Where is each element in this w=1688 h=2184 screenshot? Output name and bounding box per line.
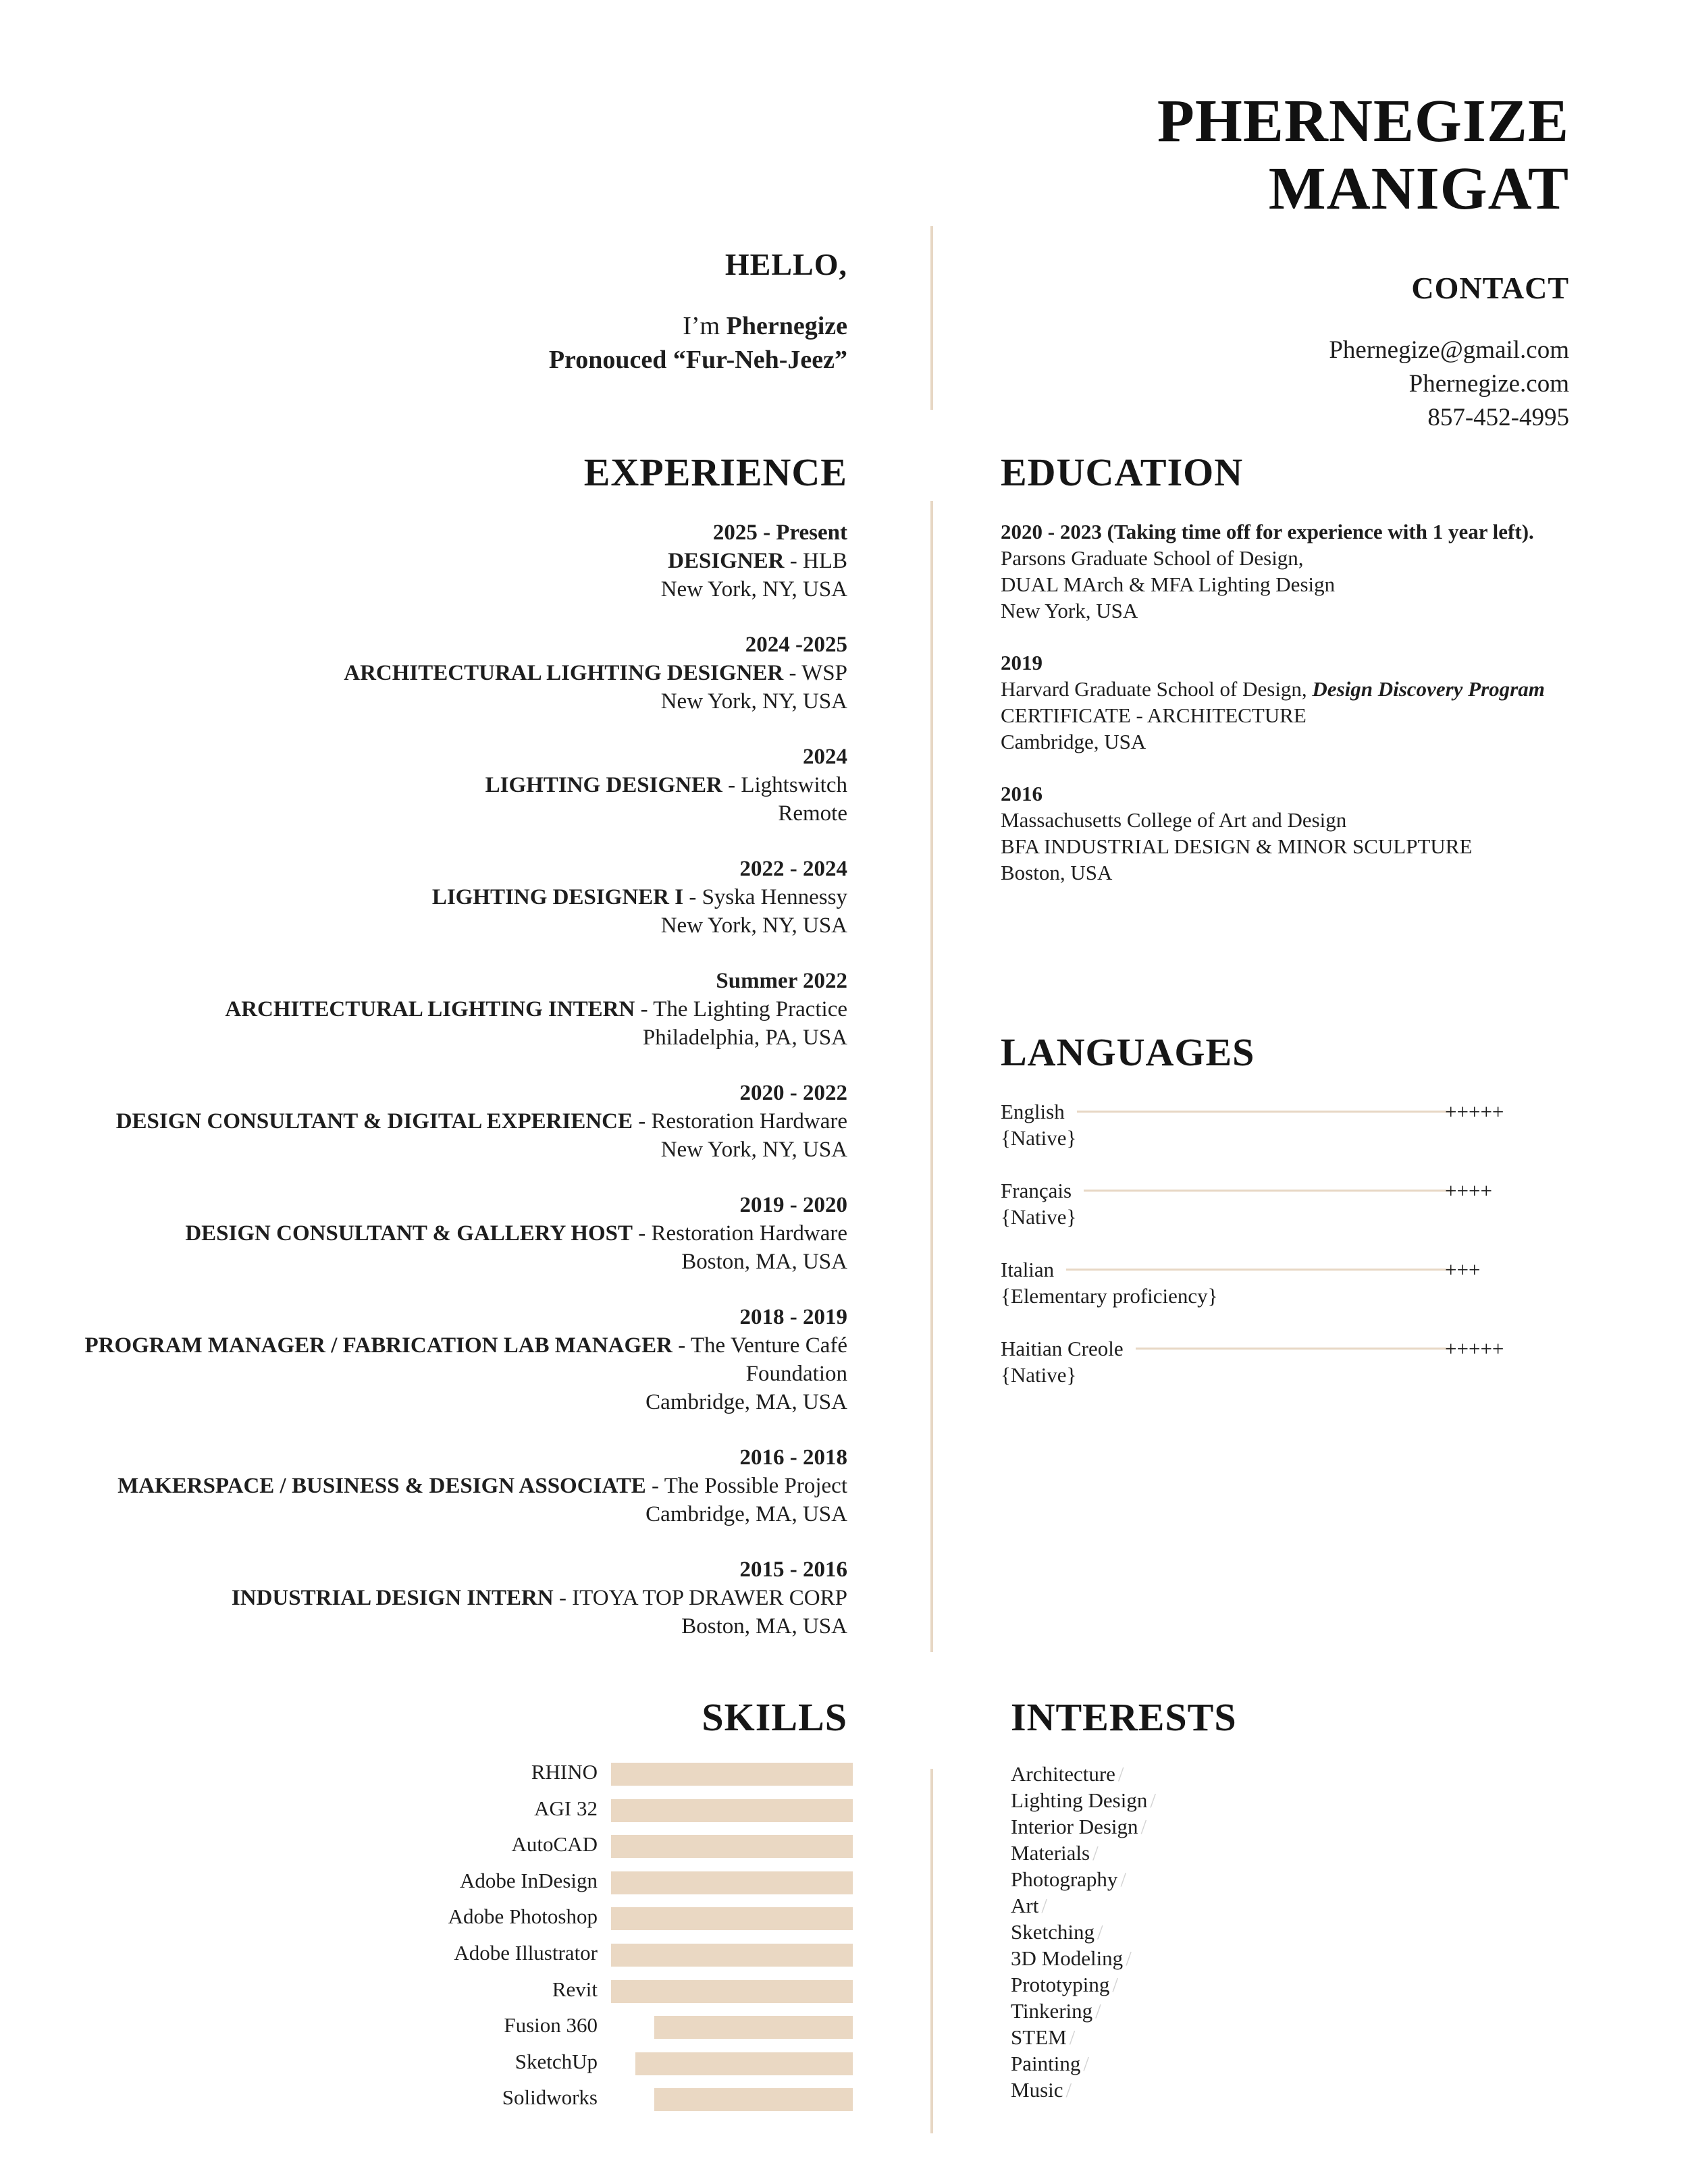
- experience-period: 2019 - 2020: [739, 1193, 847, 1217]
- skill-track: [611, 1763, 853, 1786]
- experience-item: [37, 631, 847, 716]
- interest-item: [1011, 1761, 1416, 1787]
- experience-location: Philadelphia, PA, USA: [642, 1026, 847, 1050]
- contact-email[interactable]: Phernegize@gmail.com: [1329, 336, 1569, 364]
- interest-label: Interior Design: [1011, 1815, 1138, 1838]
- interest-label: Art: [1011, 1894, 1039, 1917]
- education-program: Design Discovery Program: [1312, 677, 1545, 701]
- skill-label: Fusion 360: [504, 2013, 598, 2037]
- interest-separator: /: [1095, 1999, 1101, 2023]
- interest-separator: /: [1083, 2052, 1089, 2075]
- experience-title-line: [37, 1584, 847, 1612]
- language-row: [1001, 1098, 1554, 1125]
- education-degree: DUAL MArch & MFA Lighting Design: [1001, 572, 1336, 596]
- education-school-line: [1001, 545, 1649, 571]
- skill-label: AGI 32: [534, 1796, 598, 1820]
- interest-separator: /: [1065, 2078, 1072, 2102]
- skill-row: [338, 1976, 854, 2003]
- language-row: [1001, 1335, 1554, 1362]
- education-period: 2020 - 2023 (Taking time off for experience with 1 year left).: [1001, 520, 1534, 543]
- skill-label: SketchUp: [515, 2050, 598, 2073]
- divider-hello: [930, 226, 933, 410]
- language-name: Italian: [1001, 1256, 1066, 1283]
- experience-location: New York, NY, USA: [660, 689, 847, 714]
- interest-label: Sketching: [1011, 1920, 1094, 1944]
- language-note: {Native}: [1001, 1363, 1077, 1387]
- experience-title: EXPERIENCE: [583, 450, 847, 494]
- interest-item: [1011, 1998, 1416, 2024]
- interest-label: Tinkering: [1011, 1999, 1093, 2023]
- experience-org-cont: Foundation: [745, 1362, 847, 1386]
- skill-bar: [611, 1980, 853, 2003]
- language-rule: [1001, 1269, 1453, 1271]
- skill-label: AutoCAD: [511, 1832, 598, 1856]
- education-school-line: [1001, 807, 1649, 833]
- skill-track: [611, 1799, 853, 1822]
- education-item: [1001, 518, 1649, 624]
- skill-row: [338, 2084, 854, 2111]
- language-note: {Native}: [1001, 1126, 1077, 1150]
- skill-bar: [654, 2016, 853, 2039]
- skill-bar: [611, 1907, 853, 1930]
- experience-title-line: [37, 1331, 847, 1360]
- experience-item: [37, 1191, 847, 1276]
- experience-period: 2016 - 2018: [739, 1445, 847, 1470]
- experience-org: - The Possible Project: [645, 1474, 847, 1498]
- language-level: +++++: [1445, 1337, 1504, 1360]
- interest-label: Architecture: [1011, 1762, 1115, 1786]
- language-item: [1001, 1177, 1554, 1256]
- experience-org: - The Lighting Practice: [635, 997, 847, 1021]
- intro-prefix: I’m: [683, 312, 727, 340]
- contact-phone[interactable]: 857-452-4995: [1427, 404, 1569, 431]
- language-name: Français: [1001, 1177, 1084, 1204]
- interest-separator: /: [1112, 1973, 1119, 1996]
- interest-item: [1011, 1945, 1416, 1971]
- experience-period: 2022 - 2024: [739, 857, 847, 881]
- experience-org: - Restoration Hardware: [638, 1109, 847, 1134]
- experience-role: DESIGN CONSULTANT & GALLERY HOST: [185, 1221, 633, 1246]
- experience-location: Cambridge, MA, USA: [645, 1390, 847, 1414]
- language-name: Haitian Creole: [1001, 1335, 1136, 1362]
- skill-row: [338, 1831, 854, 1858]
- resume-name: [894, 88, 1569, 223]
- skill-bar: [611, 1799, 853, 1822]
- experience-org: - Lightswitch: [722, 773, 847, 797]
- experience-role: DESIGNER: [668, 549, 785, 573]
- experience-org: - The Venture Café: [672, 1333, 847, 1358]
- skill-label: Adobe Photoshop: [448, 1905, 598, 1928]
- experience-period: 2024 -2025: [745, 633, 847, 657]
- interest-separator: /: [1092, 1841, 1099, 1865]
- skill-row: [338, 2048, 854, 2075]
- experience-org: - Restoration Hardware: [633, 1221, 847, 1246]
- contact-website[interactable]: Phernegize.com: [1408, 370, 1569, 398]
- skill-bar: [635, 2052, 853, 2075]
- skill-label: Adobe InDesign: [459, 1869, 598, 1892]
- skill-track: [611, 1980, 853, 2003]
- first-name: PHERNEGIZE: [1157, 88, 1569, 155]
- skill-row: [338, 1940, 854, 1967]
- language-item: [1001, 1098, 1554, 1177]
- interests-title: INTERESTS: [1011, 1695, 1237, 1739]
- experience-period: Summer 2022: [716, 969, 847, 993]
- skill-track: [611, 1944, 853, 1967]
- skill-track: [611, 1907, 853, 1930]
- divider-experience: [930, 501, 933, 1652]
- skill-bar: [611, 1835, 853, 1858]
- experience-title-line: [37, 1219, 847, 1248]
- language-note: {Native}: [1001, 1205, 1077, 1229]
- interest-separator: /: [1069, 2025, 1076, 2049]
- skill-label: Revit: [552, 1977, 598, 2001]
- education-school: Massachusetts College of Art and Design: [1001, 808, 1347, 832]
- skill-bar: [611, 1871, 853, 1894]
- education-school: Parsons Graduate School of Design,: [1001, 546, 1304, 570]
- interest-separator: /: [1097, 1920, 1103, 1944]
- experience-title-line: [37, 659, 847, 687]
- experience-location: New York, NY, USA: [660, 577, 847, 602]
- experience-list: [37, 518, 847, 1668]
- skill-track: [611, 1871, 853, 1894]
- skill-label: Solidworks: [502, 2085, 598, 2109]
- interest-item: [1011, 2050, 1416, 2077]
- education-school-line: [1001, 676, 1649, 702]
- language-note: {Elementary proficiency}: [1001, 1284, 1218, 1308]
- education-title: EDUCATION: [1001, 450, 1244, 494]
- interest-label: STEM: [1011, 2025, 1067, 2049]
- experience-org: - HLB: [784, 549, 847, 573]
- experience-item: [37, 967, 847, 1052]
- interest-separator: /: [1120, 1867, 1127, 1891]
- education-location: Boston, USA: [1001, 861, 1113, 884]
- language-level: ++++: [1445, 1179, 1492, 1202]
- language-item: [1001, 1256, 1554, 1335]
- skill-label: Adobe Illustrator: [454, 1941, 598, 1965]
- experience-title-line: [37, 995, 847, 1023]
- interest-separator: /: [1140, 1815, 1147, 1838]
- interest-label: Materials: [1011, 1841, 1090, 1865]
- interests-list: [1011, 1761, 1416, 2103]
- experience-role: PROGRAM MANAGER / FABRICATION LAB MANAGER: [84, 1333, 672, 1358]
- experience-period: 2025 - Present: [712, 521, 847, 545]
- experience-role: LIGHTING DESIGNER I: [431, 885, 684, 909]
- interest-label: Painting: [1011, 2052, 1081, 2075]
- intro-line: [240, 309, 847, 343]
- hello-title: HELLO,: [724, 247, 847, 282]
- experience-item: [37, 518, 847, 604]
- interest-item: [1011, 1892, 1416, 1919]
- experience-location: New York, NY, USA: [660, 1138, 847, 1162]
- contact-block: [1029, 334, 1569, 435]
- education-period: 2016: [1001, 782, 1043, 805]
- experience-item: [37, 1443, 847, 1528]
- intro-name: Phernegize: [726, 312, 847, 340]
- experience-location: New York, NY, USA: [660, 913, 847, 938]
- pronunciation: Pronouced “Fur-Neh-Jeez”: [548, 346, 847, 374]
- languages-title: LANGUAGES: [1001, 1030, 1255, 1074]
- experience-title-line: [37, 883, 847, 911]
- interest-item: [1011, 1971, 1416, 1998]
- interest-item: [1011, 1866, 1416, 1892]
- language-row: [1001, 1177, 1554, 1204]
- skill-bar: [611, 1944, 853, 1967]
- languages-list: [1001, 1098, 1554, 1414]
- experience-location: Boston, MA, USA: [681, 1614, 847, 1639]
- education-degree: CERTIFICATE - ARCHITECTURE: [1001, 703, 1307, 727]
- skill-bar: [611, 1763, 853, 1786]
- experience-title-line: [37, 547, 847, 575]
- experience-org: - Syska Hennessy: [683, 885, 847, 909]
- skills-title: SKILLS: [702, 1695, 847, 1739]
- experience-role: ARCHITECTURAL LIGHTING DESIGNER: [344, 661, 784, 685]
- education-school: Harvard Graduate School of Design,: [1001, 677, 1313, 701]
- hello-intro: [240, 309, 847, 377]
- experience-title-line: [37, 1472, 847, 1500]
- education-location: Cambridge, USA: [1001, 730, 1146, 753]
- interest-label: Prototyping: [1011, 1973, 1110, 1996]
- language-name: English: [1001, 1098, 1077, 1125]
- interest-label: Photography: [1011, 1867, 1118, 1891]
- education-list: [1001, 518, 1649, 911]
- interest-separator: /: [1041, 1894, 1047, 1917]
- interest-item: [1011, 1813, 1416, 1840]
- experience-role: LIGHTING DESIGNER: [485, 773, 722, 797]
- experience-role: INDUSTRIAL DESIGN INTERN: [231, 1586, 559, 1610]
- experience-role: MAKERSPACE / BUSINESS & DESIGN ASSOCIATE: [117, 1474, 646, 1498]
- interest-separator: /: [1126, 1946, 1132, 1970]
- education-item: [1001, 780, 1649, 886]
- interest-item: [1011, 1787, 1416, 1813]
- contact-title: CONTACT: [1411, 271, 1569, 305]
- interest-label: Lighting Design: [1011, 1788, 1148, 1812]
- experience-role: DESIGN CONSULTANT & DIGITAL EXPERIENCE: [115, 1109, 639, 1134]
- interest-separator: /: [1150, 1788, 1156, 1812]
- language-level: +++: [1445, 1258, 1481, 1281]
- interest-label: Music: [1011, 2078, 1063, 2102]
- experience-location: Remote: [778, 801, 847, 826]
- skill-row: [338, 1903, 854, 1930]
- skill-row: [338, 2012, 854, 2039]
- skill-track: [611, 2088, 853, 2111]
- education-degree: BFA INDUSTRIAL DESIGN & MINOR SCULPTURE: [1001, 834, 1473, 858]
- experience-title-line: [37, 771, 847, 799]
- education-period: 2019: [1001, 651, 1043, 674]
- experience-org: - ITOYA TOP DRAWER CORP: [558, 1586, 847, 1610]
- education-item: [1001, 649, 1649, 755]
- education-location: New York, USA: [1001, 599, 1138, 622]
- experience-period: 2020 - 2022: [739, 1081, 847, 1105]
- skill-row: [338, 1759, 854, 1786]
- experience-title-line: [37, 1107, 847, 1136]
- language-row: [1001, 1256, 1554, 1283]
- skill-track: [611, 2016, 853, 2039]
- skill-track: [611, 1835, 853, 1858]
- interest-item: [1011, 2077, 1416, 2103]
- language-level: +++++: [1445, 1100, 1504, 1123]
- experience-location: Boston, MA, USA: [681, 1250, 847, 1274]
- experience-item: [37, 855, 847, 940]
- divider-skills: [930, 1769, 933, 2133]
- skill-label: RHINO: [531, 1760, 598, 1784]
- experience-period: 2015 - 2016: [739, 1557, 847, 1582]
- experience-item: [37, 743, 847, 828]
- experience-item: [37, 1555, 847, 1641]
- skill-track: [611, 2052, 853, 2075]
- experience-period: 2024: [803, 745, 847, 769]
- experience-item: [37, 1303, 847, 1416]
- interest-item: [1011, 2024, 1416, 2050]
- interest-item: [1011, 1919, 1416, 1945]
- skill-bar: [654, 2088, 853, 2111]
- experience-period: 2018 - 2019: [739, 1305, 847, 1329]
- language-item: [1001, 1335, 1554, 1414]
- experience-org: - WSP: [783, 661, 847, 685]
- experience-item: [37, 1079, 847, 1164]
- experience-role: ARCHITECTURAL LIGHTING INTERN: [225, 997, 635, 1021]
- interest-item: [1011, 1840, 1416, 1866]
- interest-label: 3D Modeling: [1011, 1946, 1124, 1970]
- interest-separator: /: [1117, 1762, 1124, 1786]
- last-name: MANIGAT: [1268, 155, 1569, 222]
- skill-row: [338, 1795, 854, 1822]
- experience-location: Cambridge, MA, USA: [645, 1502, 847, 1526]
- skill-row: [338, 1867, 854, 1894]
